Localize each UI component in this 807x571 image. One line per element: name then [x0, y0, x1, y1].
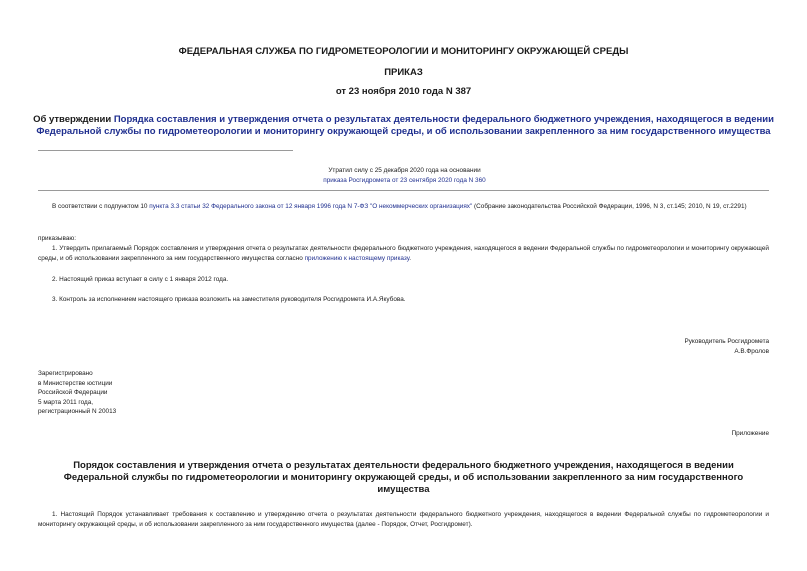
appendix-link[interactable]: приложению к настоящему приказу [304, 254, 410, 262]
order-word: приказываю: [38, 235, 76, 242]
document-subject [30, 114, 777, 138]
registration-line: регистрационный N 20013 [38, 408, 117, 416]
registration-line: 5 марта 2011 года, [38, 398, 94, 406]
subject-link[interactable]: Порядка составления и утверждения отчета о результатах деятельности федерального бюджетного учреждения, находящегося в ведении Федеральной службы по гидрометеорологии и мониторингу окружающей среды, и об использовании закрепленного за ним государственного имущества [36, 114, 774, 137]
document-date-number: от 23 ноября 2010 года N 387 [335, 86, 472, 97]
appendix-paragraph-1: 1. Настоящий Порядок устанавливает требования к составлению и утверждению отчета о результатах деятельности федерального бюджетного учреждения, находящегося в ведении Федеральной службы по гидрометеорологии и мониторингу окружающей среды, и об использовании закрепленного за ним государственного имущества (далее - Порядок, Отчет, Росгидромет). [38, 511, 769, 528]
agency-title: ФЕДЕРАЛЬНАЯ СЛУЖБА ПО ГИДРОМЕТЕОРОЛОГИИ И МОНИТОРИНГУ ОКРУЖАЮЩЕЙ СРЕДЫ [178, 46, 629, 57]
subject-prefix: Об утверждении [33, 114, 114, 125]
item1-text: 1. Утвердить прилагаемый Порядок составления и утверждения отчета о результатах деятельности федерального бюджетного учреждения, находящегося в ведении Федеральной службы по гидрометеорологии и мониторингу окружающей среды, и об использовании закрепленного за ним государственного имущества согласно [38, 245, 769, 262]
preamble-paragraph [38, 202, 769, 212]
appendix-title: Порядок составления и утверждения отчета о результатах деятельности федерального бюджетного учреждения, находящегося в ведении Федеральной службы по гидрометеорологии и мониторингу окружающей среды, и об использовании закрепленного за ним государственного имущества [63, 460, 744, 495]
order-item-2: 2. Настоящий приказ вступает в силу с 1 января 2012 года. [52, 276, 229, 283]
status-link[interactable]: приказа Росгидромета от 23 сентября 2020 года N 360 [323, 177, 486, 184]
appendix-label: Приложение [731, 430, 769, 437]
divider-short [38, 150, 293, 151]
signature-position: Руководитель Росгидромета [684, 338, 769, 345]
registration-line: в Министерстве юстиции [38, 379, 113, 387]
registration-line: Зарегистрировано [38, 370, 93, 377]
preamble-text-after: (Собрание законодательства Российской Федерации, 1996, N 3, ст.145; 2010, N 19, ст.2291) [472, 203, 747, 210]
item1-end: . [409, 254, 412, 262]
document-type: ПРИКАЗ [384, 67, 423, 78]
federal-law-link[interactable]: пункта 3.3 статьи 32 Федерального закона от 12 января 1996 года N 7-ФЗ "О некоммерческих организациях" [149, 203, 473, 210]
registration-block [38, 369, 116, 417]
signature-name: А.В.Фролов [734, 348, 769, 355]
preamble-text-before: В соответствии с подпунктом 10 [52, 203, 150, 210]
order-item-3: 3. Контроль за исполнением настоящего приказа возложить на заместителя руководителя Росгидромета И.А.Якубова. [52, 296, 406, 303]
divider-long [38, 190, 769, 191]
registration-line: Российской Федерации [38, 389, 108, 397]
order-item-1 [38, 244, 769, 263]
status-line: Утратил силу с 25 декабря 2020 года на основании [328, 167, 481, 174]
